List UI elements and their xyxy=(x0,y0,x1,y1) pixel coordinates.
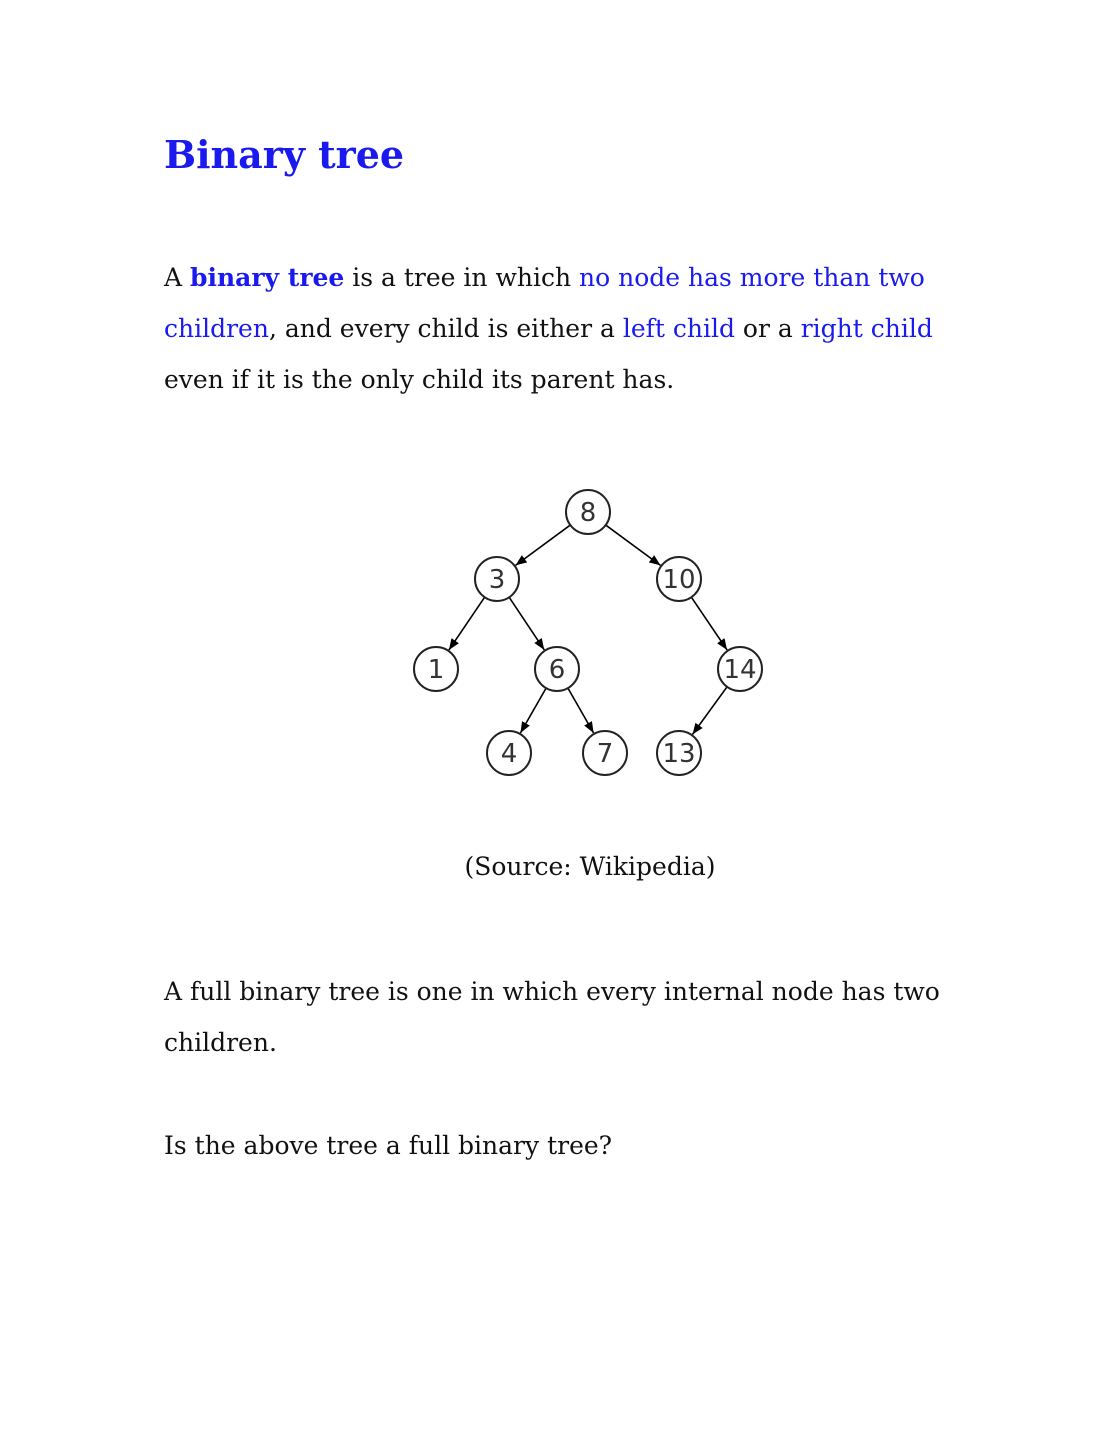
tree-node xyxy=(566,490,610,534)
tree-node-label: 1 xyxy=(427,655,445,685)
tree-node xyxy=(657,557,701,601)
binary-tree-term[interactable]: binary tree xyxy=(190,263,345,292)
page-title: Binary tree xyxy=(164,132,405,177)
intro-text: or a xyxy=(734,314,801,343)
no-more-than-two-children-link[interactable]: no node has more than two children xyxy=(164,263,925,343)
tree-node xyxy=(718,647,762,691)
right-child-link[interactable]: right child xyxy=(800,314,933,343)
tree-edge xyxy=(516,525,571,565)
tree-edge xyxy=(449,597,485,650)
tree-edge xyxy=(691,597,727,650)
tree-node xyxy=(487,731,531,775)
question-text: Is the above tree a full binary tree? xyxy=(164,1131,613,1160)
tree-node-label: 6 xyxy=(548,655,566,685)
binary-tree-diagram xyxy=(400,480,780,790)
tree-node-label: 8 xyxy=(579,498,597,528)
tree-edge xyxy=(693,687,728,735)
image-caption: (Source: Wikipedia) xyxy=(464,852,716,881)
intro-text: , and every child is either a xyxy=(268,314,623,343)
intro-text: is a tree in which xyxy=(344,263,580,292)
full-binary-tree-definition: A full binary tree is one in which every internal node has two children. xyxy=(164,977,940,1057)
tree-node xyxy=(583,731,627,775)
tree-node-label: 10 xyxy=(662,565,696,595)
tree-node-label: 7 xyxy=(596,739,614,769)
tree-edge xyxy=(509,597,544,650)
intro-text: A xyxy=(164,263,191,292)
tree-edge xyxy=(606,525,661,565)
intro-paragraph xyxy=(164,252,994,405)
tree-node xyxy=(475,557,519,601)
tree-node-label: 14 xyxy=(723,655,757,685)
tree-edge xyxy=(568,688,594,733)
tree-node xyxy=(414,647,458,691)
tree-node-label: 13 xyxy=(662,739,696,769)
tree-node-label: 4 xyxy=(500,739,518,769)
intro-text: even if it is the only child its parent has. xyxy=(164,365,675,394)
tree-node xyxy=(657,731,701,775)
left-child-link[interactable]: left child xyxy=(622,314,735,343)
tree-edge xyxy=(520,688,546,733)
tree-node xyxy=(535,647,579,691)
tree-node-label: 3 xyxy=(488,565,506,595)
